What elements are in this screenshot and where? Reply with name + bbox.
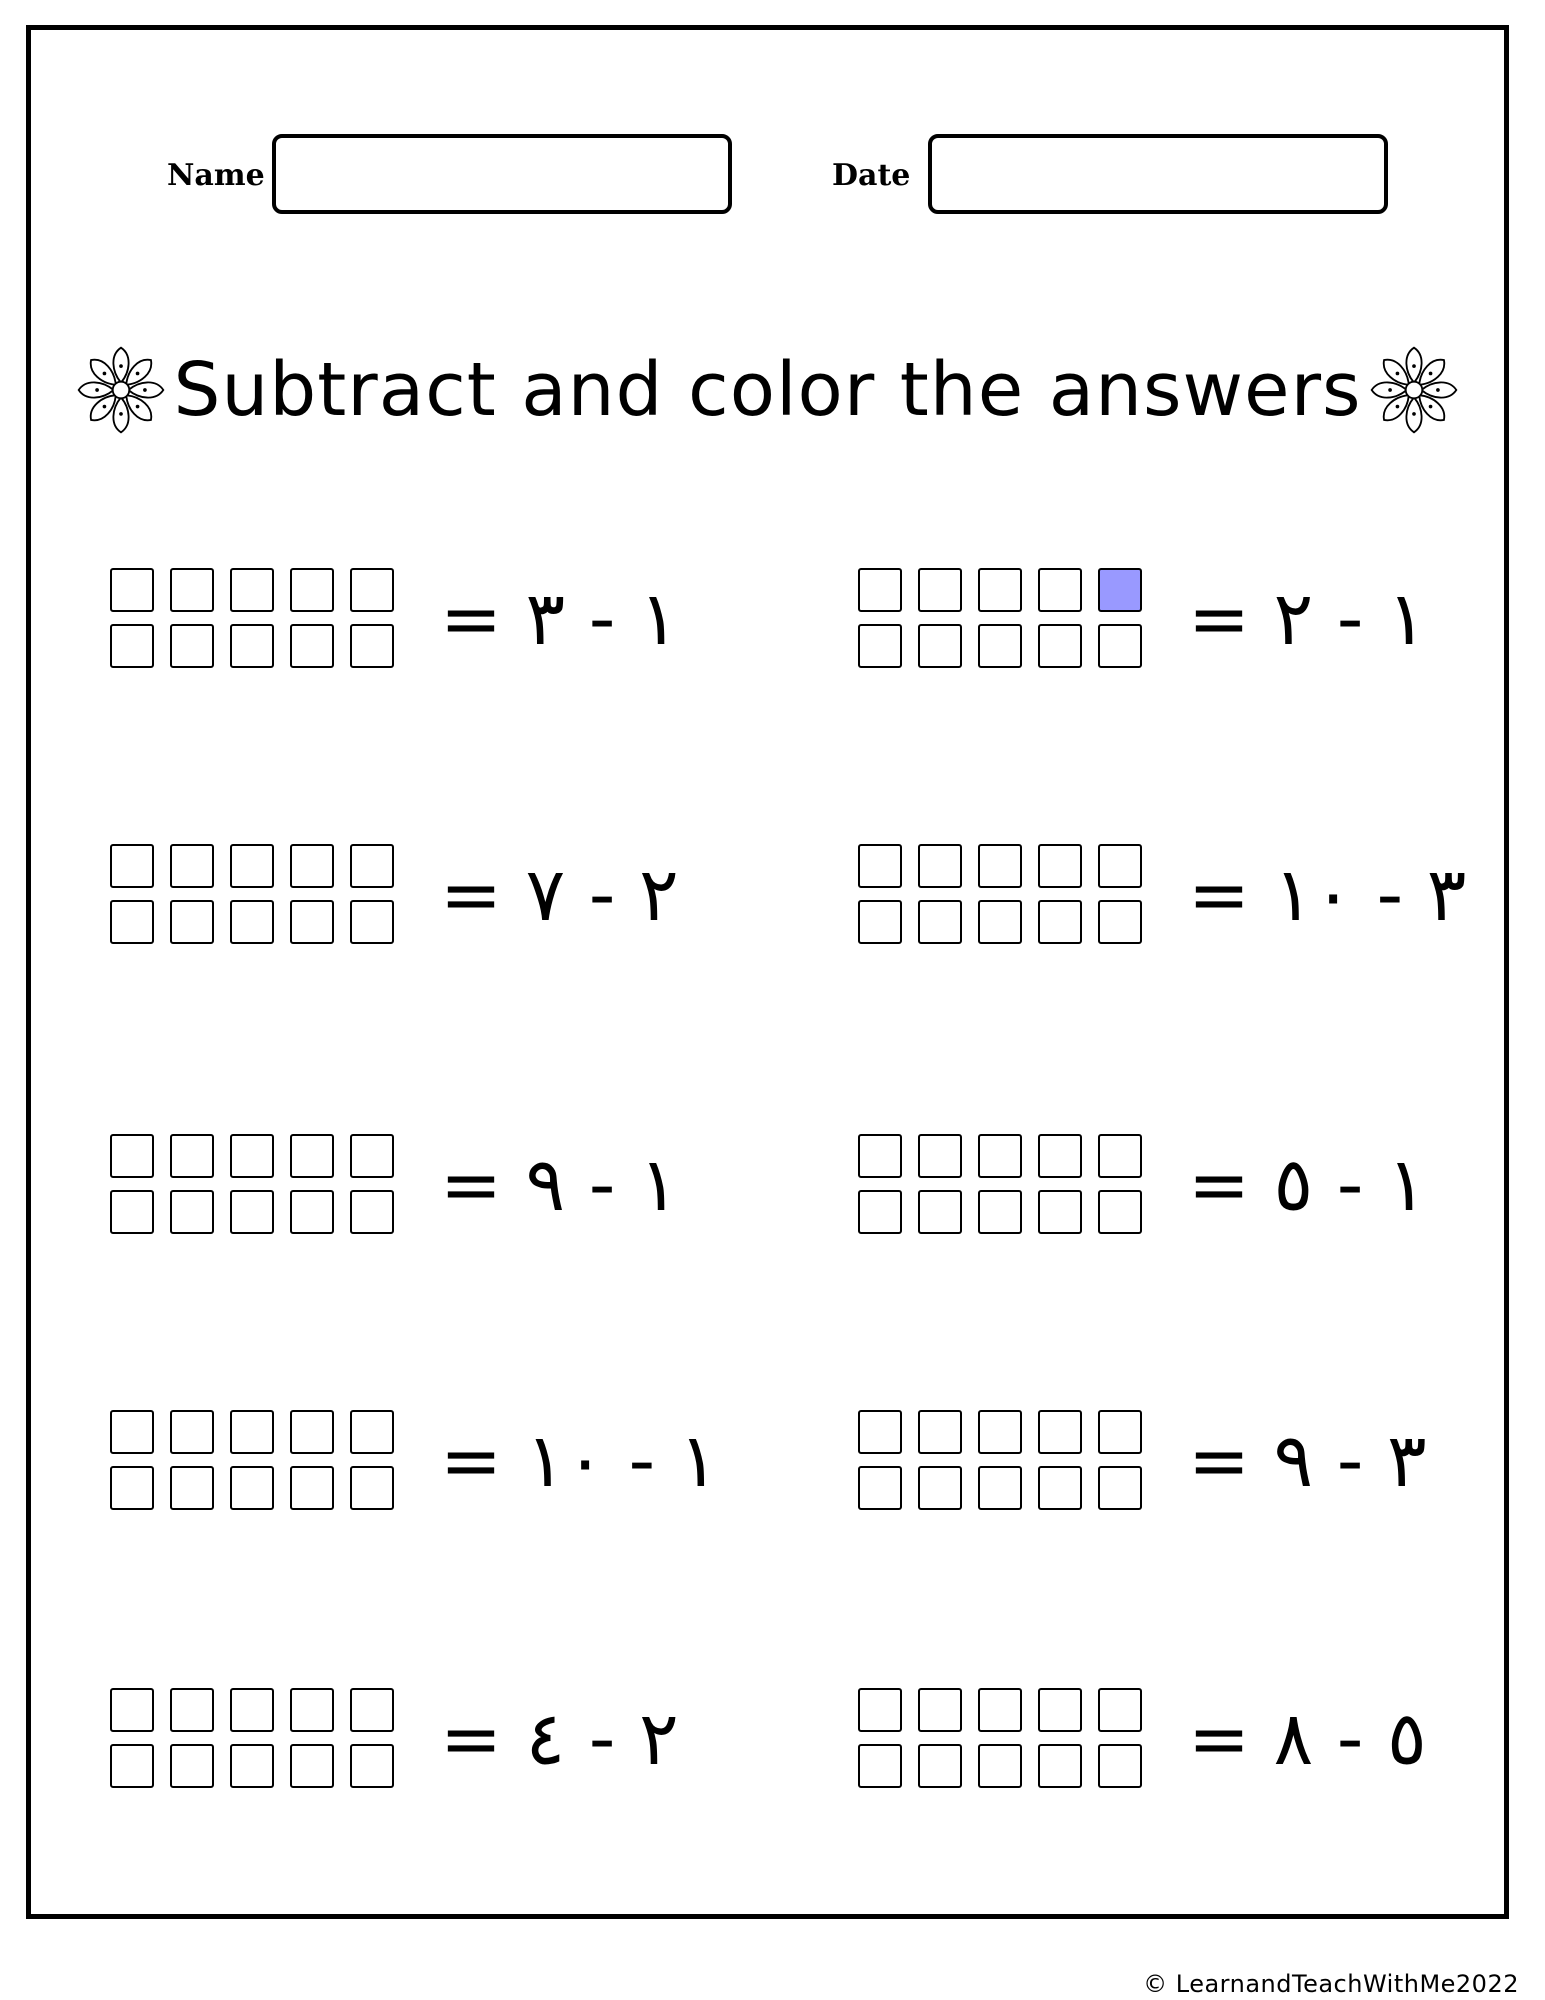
ten-frame — [110, 1688, 394, 1788]
ten-frame — [858, 844, 1142, 944]
answer-box[interactable] — [1098, 568, 1142, 612]
answer-box[interactable] — [1038, 844, 1082, 888]
equation: = ١ - ٥ — [1188, 1142, 1427, 1228]
answer-box[interactable] — [170, 844, 214, 888]
answer-box[interactable] — [350, 1744, 394, 1788]
worksheet-title: Subtract and color the answers — [173, 347, 1362, 433]
copyright-footer: © LearnandTeachWithMe2022 — [1143, 1970, 1519, 1998]
answer-box[interactable] — [290, 1190, 334, 1234]
answer-box[interactable] — [978, 1688, 1022, 1732]
problem-2 — [858, 568, 1545, 678]
ten-frame — [110, 844, 394, 944]
ten-frame — [858, 1688, 1142, 1788]
answer-box[interactable] — [1038, 1688, 1082, 1732]
answer-box[interactable] — [1038, 1134, 1082, 1178]
answer-box[interactable] — [110, 568, 154, 612]
name-label: Name — [167, 158, 265, 193]
answer-box[interactable] — [1098, 1466, 1142, 1510]
equation: = ١ - ٢ — [1188, 576, 1427, 662]
answer-box[interactable] — [170, 624, 214, 668]
answer-box[interactable] — [918, 1134, 962, 1178]
problem-9 — [110, 1688, 810, 1798]
title-row — [105, 340, 1430, 440]
answer-box[interactable] — [918, 568, 962, 612]
equation: = ١ - ٣ — [440, 576, 679, 662]
answer-box[interactable] — [230, 1688, 274, 1732]
answer-box[interactable] — [230, 568, 274, 612]
answer-box[interactable] — [110, 1744, 154, 1788]
problem-7 — [110, 1410, 810, 1520]
answer-box[interactable] — [918, 624, 962, 668]
answer-box[interactable] — [170, 1744, 214, 1788]
answer-box[interactable] — [918, 1744, 962, 1788]
flower-icon — [1368, 344, 1460, 436]
answer-box[interactable] — [918, 1190, 962, 1234]
ten-frame — [858, 568, 1142, 668]
answer-box[interactable] — [290, 624, 334, 668]
answer-box[interactable] — [1098, 1410, 1142, 1454]
answer-box[interactable] — [978, 1190, 1022, 1234]
answer-box[interactable] — [290, 900, 334, 944]
answer-box[interactable] — [170, 1190, 214, 1234]
answer-box[interactable] — [1098, 1688, 1142, 1732]
answer-box[interactable] — [1038, 1466, 1082, 1510]
answer-box[interactable] — [858, 1466, 902, 1510]
name-field[interactable] — [272, 134, 732, 214]
answer-box[interactable] — [110, 1190, 154, 1234]
worksheet-frame — [26, 25, 1509, 1919]
answer-box[interactable] — [858, 1744, 902, 1788]
problem-10 — [858, 1688, 1545, 1798]
problem-3 — [110, 844, 810, 954]
answer-box[interactable] — [290, 1744, 334, 1788]
problem-6 — [858, 1134, 1545, 1244]
answer-box[interactable] — [230, 1744, 274, 1788]
answer-box[interactable] — [290, 1688, 334, 1732]
answer-box[interactable] — [350, 1190, 394, 1234]
problem-5 — [110, 1134, 810, 1244]
answer-box[interactable] — [170, 1134, 214, 1178]
problem-1 — [110, 568, 810, 678]
answer-box[interactable] — [858, 1410, 902, 1454]
ten-frame — [110, 1134, 394, 1234]
answer-box[interactable] — [230, 844, 274, 888]
problem-4 — [858, 844, 1545, 954]
answer-box[interactable] — [110, 1134, 154, 1178]
answer-box[interactable] — [350, 568, 394, 612]
answer-box[interactable] — [858, 624, 902, 668]
date-label: Date — [832, 158, 911, 193]
equation: = ٥ - ٨ — [1188, 1696, 1427, 1782]
answer-box[interactable] — [918, 900, 962, 944]
answer-box[interactable] — [978, 568, 1022, 612]
answer-box[interactable] — [858, 844, 902, 888]
answer-box[interactable] — [170, 568, 214, 612]
equation: = ١ - ١٠ — [440, 1418, 719, 1504]
answer-box[interactable] — [978, 1410, 1022, 1454]
answer-box[interactable] — [170, 900, 214, 944]
answer-box[interactable] — [1098, 844, 1142, 888]
answer-box[interactable] — [978, 844, 1022, 888]
answer-box[interactable] — [1098, 1190, 1142, 1234]
answer-box[interactable] — [1038, 1410, 1082, 1454]
answer-box[interactable] — [918, 1466, 962, 1510]
answer-box[interactable] — [230, 900, 274, 944]
problem-8 — [858, 1410, 1545, 1520]
answer-box[interactable] — [1098, 624, 1142, 668]
ten-frame — [110, 568, 394, 668]
answer-box[interactable] — [978, 1134, 1022, 1178]
answer-box[interactable] — [350, 1410, 394, 1454]
answer-box[interactable] — [350, 1688, 394, 1732]
answer-box[interactable] — [1038, 1744, 1082, 1788]
equation: = ٣ - ٩ — [1188, 1418, 1427, 1504]
answer-box[interactable] — [978, 900, 1022, 944]
answer-box[interactable] — [110, 1466, 154, 1510]
answer-box[interactable] — [290, 1466, 334, 1510]
answer-box[interactable] — [230, 1134, 274, 1178]
flower-icon — [75, 344, 167, 436]
answer-box[interactable] — [858, 1688, 902, 1732]
answer-box[interactable] — [978, 624, 1022, 668]
answer-box[interactable] — [350, 900, 394, 944]
answer-box[interactable] — [110, 1688, 154, 1732]
answer-box[interactable] — [230, 1466, 274, 1510]
answer-box[interactable] — [918, 844, 962, 888]
answer-box[interactable] — [110, 844, 154, 888]
date-field[interactable] — [928, 134, 1388, 214]
answer-box[interactable] — [1038, 624, 1082, 668]
answer-box[interactable] — [290, 568, 334, 612]
answer-box[interactable] — [350, 1466, 394, 1510]
answer-box[interactable] — [1098, 1134, 1142, 1178]
answer-box[interactable] — [230, 1410, 274, 1454]
answer-box[interactable] — [858, 1134, 902, 1178]
answer-box[interactable] — [170, 1466, 214, 1510]
answer-box[interactable] — [858, 900, 902, 944]
answer-box[interactable] — [290, 844, 334, 888]
answer-box[interactable] — [918, 1688, 962, 1732]
answer-box[interactable] — [110, 1410, 154, 1454]
answer-box[interactable] — [110, 900, 154, 944]
equation: = ٢ - ٧ — [440, 852, 679, 938]
ten-frame — [110, 1410, 394, 1510]
answer-box[interactable] — [1038, 900, 1082, 944]
equation: = ١ - ٩ — [440, 1142, 679, 1228]
answer-box[interactable] — [230, 624, 274, 668]
answer-box[interactable] — [170, 1410, 214, 1454]
answer-box[interactable] — [110, 624, 154, 668]
equation: = ٣ - ١٠ — [1188, 852, 1467, 938]
answer-box[interactable] — [858, 1190, 902, 1234]
answer-box[interactable] — [290, 1134, 334, 1178]
ten-frame — [858, 1134, 1142, 1234]
answer-box[interactable] — [350, 624, 394, 668]
answer-box[interactable] — [858, 568, 902, 612]
answer-box[interactable] — [1038, 1190, 1082, 1234]
equation: = ٢ - ٤ — [440, 1696, 679, 1782]
answer-box[interactable] — [350, 1134, 394, 1178]
answer-box[interactable] — [350, 844, 394, 888]
answer-box[interactable] — [230, 1190, 274, 1234]
answer-box[interactable] — [1098, 900, 1142, 944]
answer-box[interactable] — [1038, 568, 1082, 612]
answer-box[interactable] — [978, 1466, 1022, 1510]
answer-box[interactable] — [290, 1410, 334, 1454]
answer-box[interactable] — [170, 1688, 214, 1732]
answer-box[interactable] — [918, 1410, 962, 1454]
answer-box[interactable] — [1098, 1744, 1142, 1788]
ten-frame — [858, 1410, 1142, 1510]
answer-box[interactable] — [978, 1744, 1022, 1788]
